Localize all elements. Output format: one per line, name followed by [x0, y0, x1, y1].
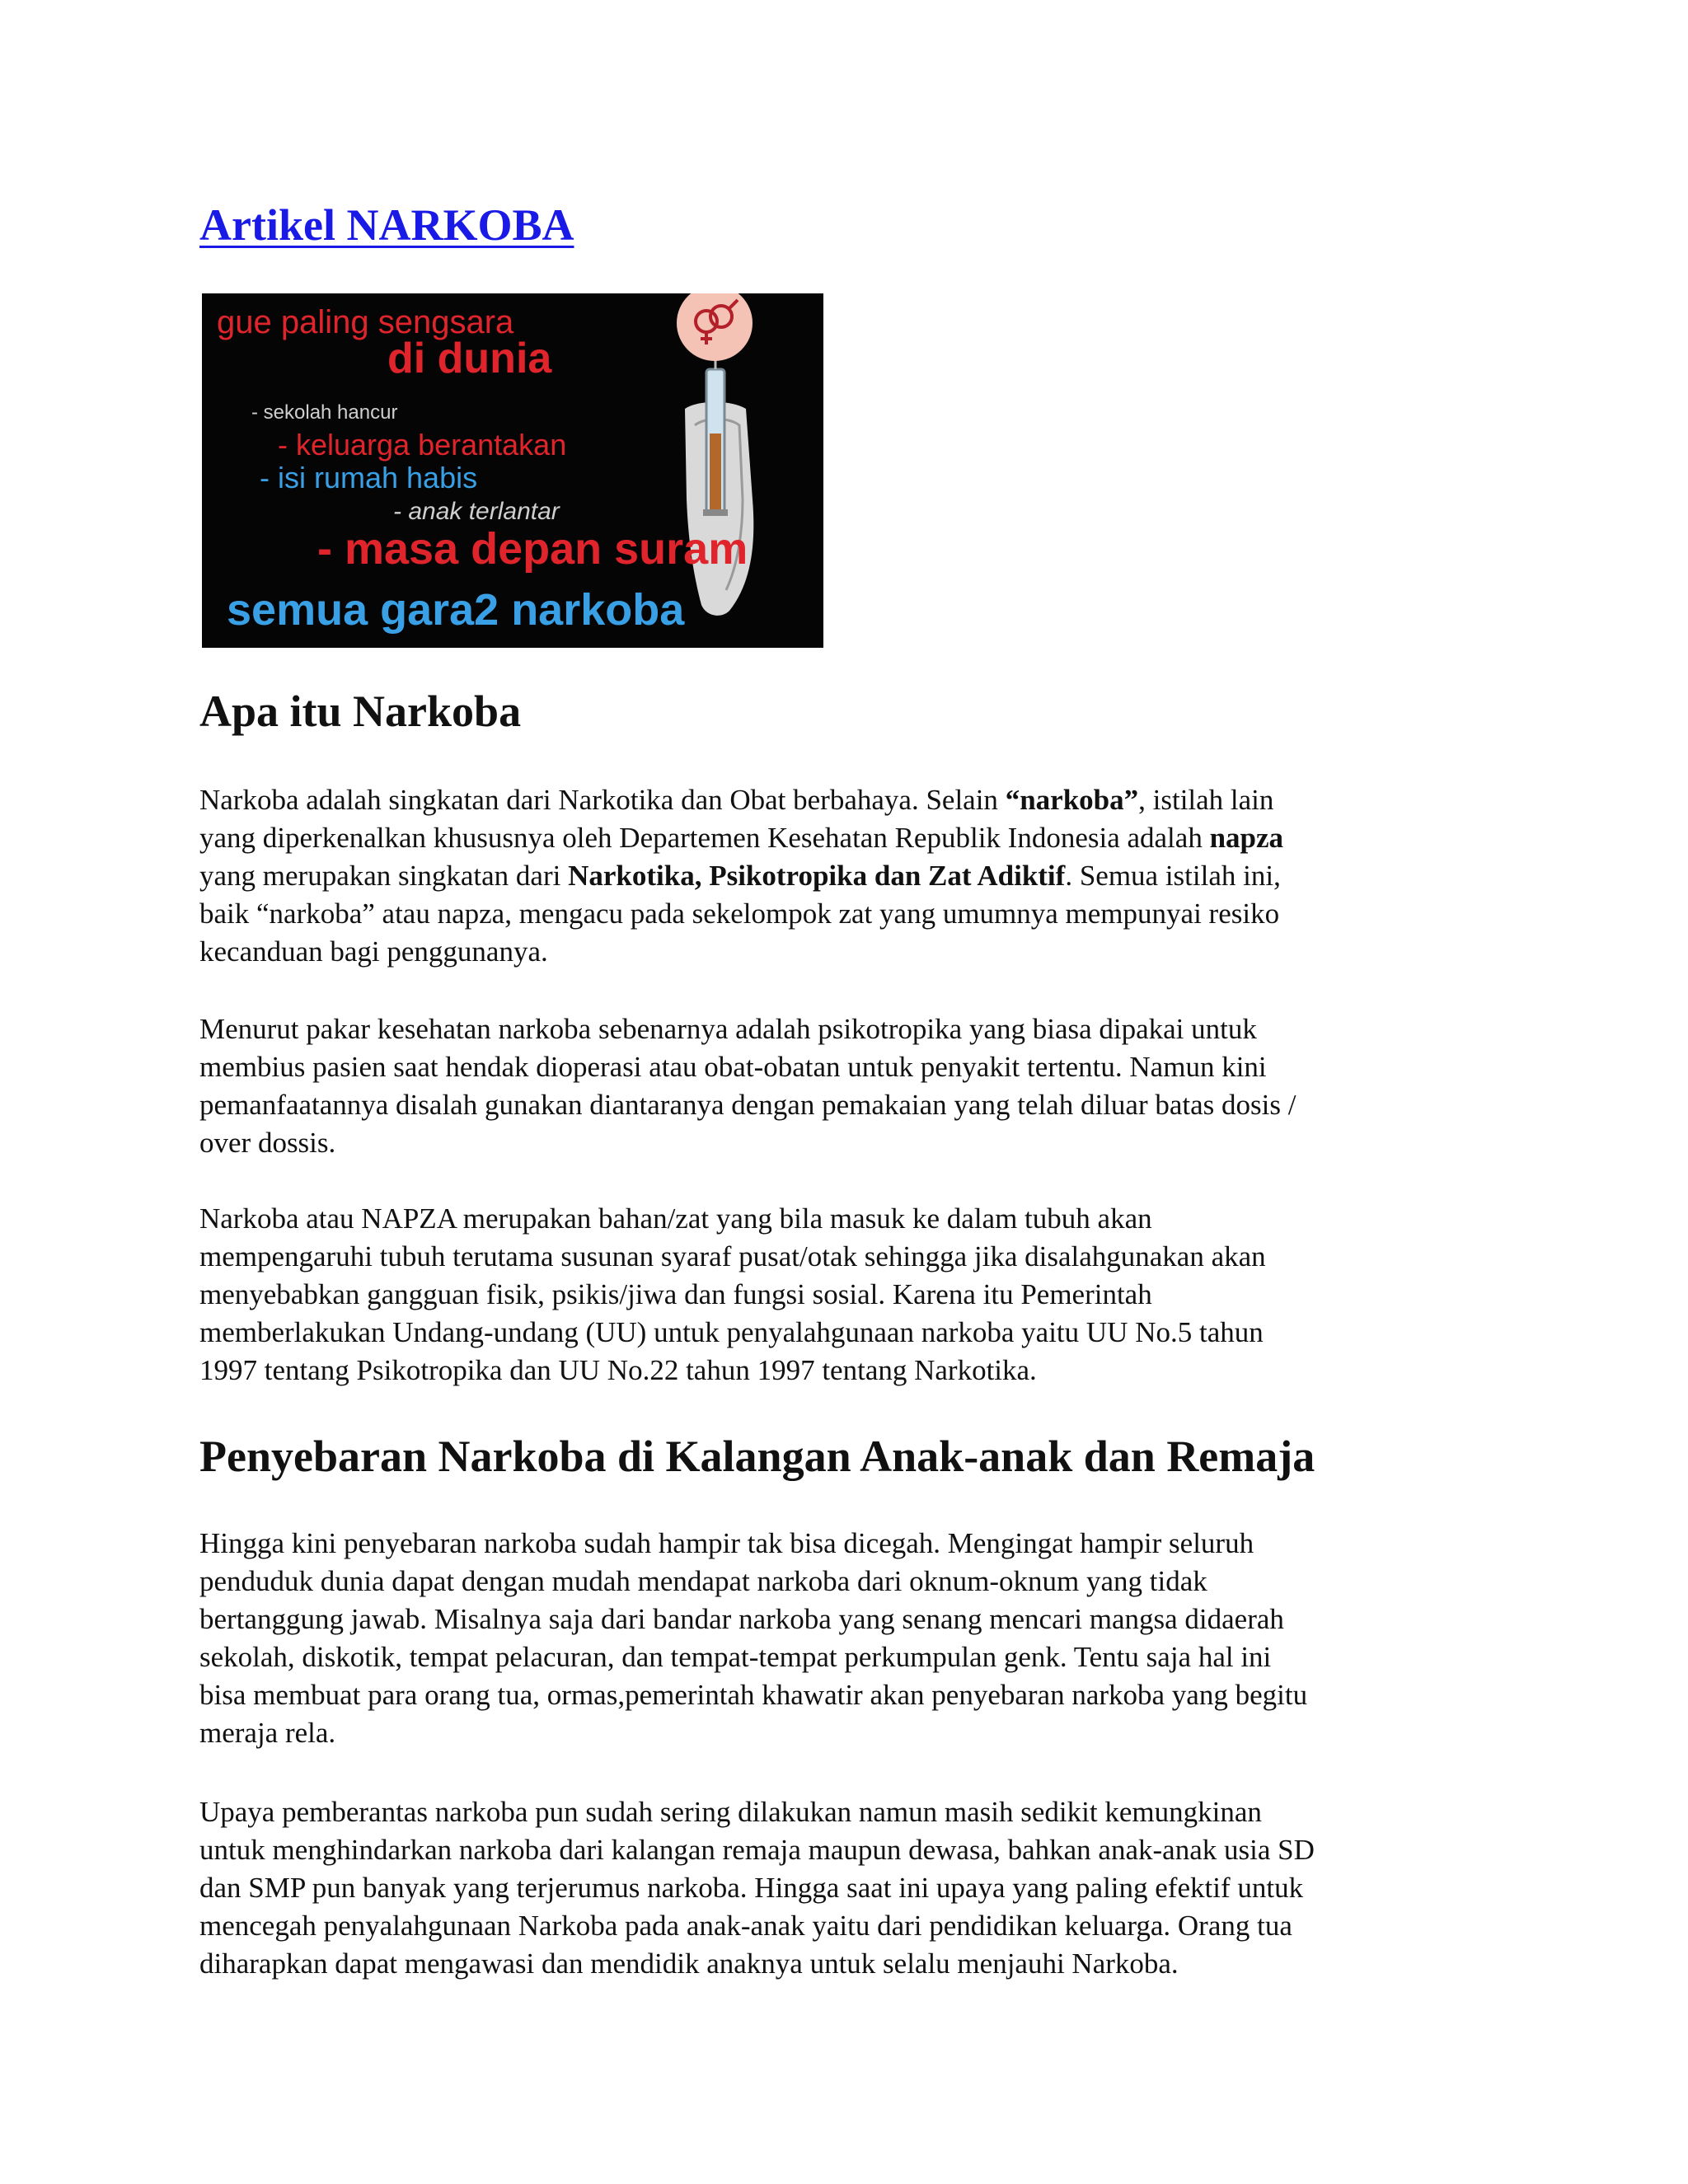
section2-heading: Penyebaran Narkoba di Kalangan Anak-anak dan Remaja — [199, 1432, 1315, 1481]
banner-item1: - sekolah hancur — [251, 401, 398, 424]
narkoba-banner-image — [202, 293, 823, 648]
banner-item5: - masa depan suram — [317, 524, 748, 574]
banner-item2: - keluarga berantakan — [278, 428, 567, 462]
section1-heading: Apa itu Narkoba — [199, 687, 522, 736]
article-title-link[interactable]: Artikel NARKOBA — [199, 200, 574, 250]
section2-paragraph2: Upaya pemberantas narkoba pun sudah sering dilakukan namun masih sedikit kemungkinan untuk menghindarkan narkoba dari kalangan remaja maupun dewasa, bahkan anak-anak usia SD dan SMP pun banyak yang terjerumus narkoba. Hingga saat ini upaya yang paling efektif untuk mencegah penyalahgunaan Narkoba pada anak-anak yaitu dari pendidikan keluarga. Orang tua diharapkan dapat mengawasi dan mendidik anaknya untuk selalu menjauhi Narkoba. — [199, 1796, 1315, 1980]
section1-paragraph2: Menurut pakar kesehatan narkoba sebenarnya adalah psikotropika yang biasa dipakai untuk membius pasien saat hendak dioperasi atau obat-obatan untuk penyakit tertentu. Namun kini pemanfaatannya disalah gunakan diantaranya dengan pemakaian yang telah diluar batas dosis / over dossis. — [199, 1013, 1296, 1159]
section1-paragraph3: Narkoba atau NAPZA merupakan bahan/zat yang bila masuk ke dalam tubuh akan mempengaruhi tubuh terutama susunan syaraf pusat/otak sehingga jika disalahgunakan akan menyebabkan gangguan fisik, psikis/jiwa dan fungsi sosial. Karena itu Pemerintah memberlakukan Undang-undang (UU) untuk penyalahgunaan narkoba yaitu UU No.5 tahun 1997 tentang Psikotropika dan UU No.22 tahun 1997 tentang Narkotika. — [199, 1202, 1266, 1386]
section2-paragraph1: Hingga kini penyebaran narkoba sudah hampir tak bisa dicegah. Mengingat hampir seluruh penduduk dunia dapat dengan mudah mendapat narkoba dari oknum-oknum yang tidak bertanggung jawab. Misalnya saja dari bandar narkoba yang senang mencari mangsa didaerah sekolah, diskotik, tempat pelacuran, dan tempat-tempat perkumpulan genk. Tentu saja hal ini bisa membuat para orang tua, ormas,pemerintah khawatir akan penyebaran narkoba yang begitu meraja rela. — [199, 1527, 1308, 1749]
banner-graphic — [202, 293, 823, 648]
banner-line1: gue paling sengsara — [217, 304, 514, 340]
banner-footer: semua gara2 narkoba — [227, 585, 685, 635]
banner-item4: - anak terlantar — [393, 498, 560, 525]
banner-line2: di dunia — [387, 335, 552, 382]
banner-item3: - isi rumah habis — [260, 461, 478, 494]
section1-paragraph1: Narkoba adalah singkatan dari Narkotika dan Obat berbahaya. Selain “narkoba”, istilah lain yang diperkenalkan khususnya oleh Departemen Kesehatan Republik Indonesia adalah napza yang merupakan singkatan dari Narkotika, Psikotropika dan Zat Adiktif. Semua istilah ini, baik “narkoba” atau napza, mengacu pada sekelompok zat yang umumnya mempunyai resiko kecanduan bagi penggunanya. — [199, 784, 1284, 968]
